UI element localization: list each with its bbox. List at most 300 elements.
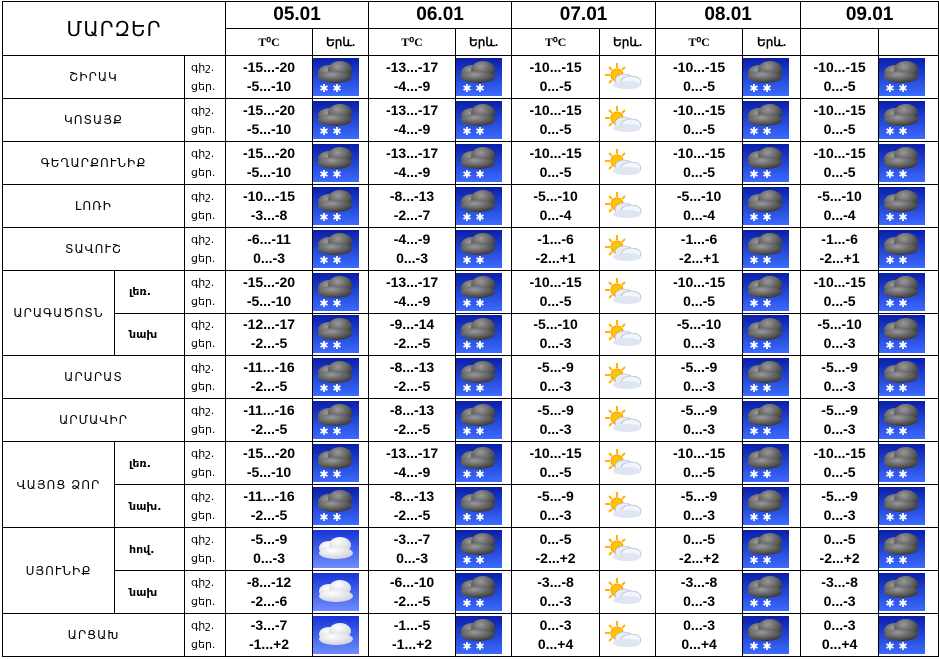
temperature-cell [226, 56, 313, 99]
snow-cloud-icon [456, 187, 511, 225]
snow-cloud-icon [879, 530, 938, 568]
weather-cell [879, 313, 939, 356]
temp-day-range: 0...-5 [823, 464, 856, 481]
temp-day-range: 0...-3 [823, 507, 856, 524]
svg-text:✱: ✱ [475, 167, 485, 181]
night-label: գիշ. [191, 60, 215, 74]
svg-text:✱: ✱ [332, 468, 342, 482]
temp-day-range: -5...-10 [246, 77, 292, 94]
temp-day-range: 0...-3 [823, 421, 856, 438]
temperature-cell [801, 227, 879, 270]
svg-text:✱: ✱ [319, 296, 329, 310]
snow-cloud-icon [456, 230, 511, 268]
temp-day-range: 0...-3 [539, 421, 572, 438]
subregion-label: հով. [115, 528, 185, 571]
partly-sunny-icon [600, 487, 655, 525]
night-label: գիշ. [191, 447, 215, 461]
temp-night-range: -8...-13 [389, 187, 435, 204]
temp-night-range: -15...-20 [242, 445, 296, 462]
svg-text:✱: ✱ [332, 425, 342, 439]
svg-text:✱: ✱ [749, 210, 759, 224]
weather-cell [879, 98, 939, 141]
cloudy-icon [313, 616, 368, 654]
temp-day-range: 0...-5 [683, 464, 716, 481]
svg-text:✱: ✱ [475, 339, 485, 353]
weather-cell [456, 571, 512, 614]
region-name: ԱՐՑԱԽ [3, 613, 185, 656]
region-row [3, 399, 939, 442]
temp-night-range: -9...-14 [389, 316, 435, 333]
weather-cell [600, 141, 656, 184]
svg-text:✱: ✱ [762, 339, 772, 353]
svg-text:✱: ✱ [332, 167, 342, 181]
snow-cloud-icon [313, 101, 368, 139]
temp-day-range: -2...-5 [393, 507, 431, 524]
temp-day-range: 0...-3 [823, 593, 856, 610]
temperature-cell [656, 56, 743, 99]
weather-subheader: Երև. [313, 29, 369, 56]
temp-day-range: 0...-5 [823, 163, 856, 180]
temp-day-range: -2...-5 [393, 593, 431, 610]
weather-cell [743, 399, 801, 442]
snow-cloud-icon [456, 573, 511, 611]
temperature-cell [226, 613, 313, 656]
svg-text:✱: ✱ [898, 296, 908, 310]
temp-day-range: -2...+1 [679, 249, 720, 266]
weather-cell [456, 442, 512, 485]
svg-text:✱: ✱ [332, 253, 342, 267]
weather-cell [456, 98, 512, 141]
temp-day-range: -5...-10 [246, 292, 292, 309]
weather-cell [313, 56, 369, 99]
temperature-cell [656, 141, 743, 184]
weather-cell [879, 270, 939, 313]
temp-day-range: -2...+2 [535, 550, 576, 567]
day-label: ցեր. [191, 423, 216, 437]
temperature-cell [226, 571, 313, 614]
snow-cloud-icon [743, 187, 800, 225]
svg-text:✱: ✱ [319, 167, 329, 181]
day-label: ցեր. [191, 79, 216, 93]
svg-text:✱: ✱ [462, 554, 472, 568]
date-header-row [3, 2, 939, 29]
weather-cell [313, 227, 369, 270]
weather-cell [743, 184, 801, 227]
subregion-label: նախ. [115, 485, 185, 528]
svg-text:✱: ✱ [762, 639, 772, 653]
temp-day-range: 0...-5 [539, 77, 572, 94]
temperature-cell [369, 98, 456, 141]
temp-night-range: -13...-17 [385, 144, 439, 161]
weather-cell [456, 399, 512, 442]
temperature-cell [801, 56, 879, 99]
svg-text:✱: ✱ [475, 425, 485, 439]
temp-day-range: 0...-3 [683, 421, 716, 438]
region-row [3, 184, 939, 227]
snow-cloud-icon [879, 573, 938, 611]
weather-cell [313, 356, 369, 399]
svg-text:✱: ✱ [475, 468, 485, 482]
temperature-cell [369, 613, 456, 656]
forecast-body [3, 56, 939, 657]
temp-night-range: -10...-15 [673, 58, 726, 75]
temp-night-range: -10...-15 [813, 101, 866, 118]
weather-cell [600, 528, 656, 571]
temp-night-range: -5...-9 [821, 488, 858, 505]
svg-text:✱: ✱ [319, 468, 329, 482]
temperature-cell [801, 571, 879, 614]
region-row [3, 98, 939, 141]
snow-cloud-icon [313, 401, 368, 439]
weather-cell [743, 313, 801, 356]
snow-cloud-icon [313, 230, 368, 268]
temperature-cell [369, 442, 456, 485]
weather-cell [456, 227, 512, 270]
snow-cloud-icon [879, 444, 938, 482]
snow-cloud-icon [456, 144, 511, 182]
temp-night-range: -10...-15 [673, 445, 726, 462]
temp-day-range: 0...-3 [253, 550, 285, 567]
region-row [3, 227, 939, 270]
svg-text:✱: ✱ [462, 597, 472, 611]
weather-cell [879, 485, 939, 528]
weather-subheader-empty [879, 29, 939, 56]
svg-text:✱: ✱ [898, 425, 908, 439]
snow-cloud-icon [456, 101, 511, 139]
region-row [3, 571, 939, 614]
weather-cell [313, 399, 369, 442]
weather-cell [743, 485, 801, 528]
temp-night-range: -3...-7 [250, 616, 288, 633]
temp-day-range: -2...+2 [679, 550, 720, 567]
temperature-cell [512, 399, 600, 442]
region-row [3, 356, 939, 399]
temp-night-range: -11...-16 [243, 402, 295, 419]
date-header: 06.01 [369, 2, 512, 29]
region-name: ԱՐԱՐԱՏ [3, 356, 185, 399]
temp-day-range: -1...+2 [392, 635, 433, 652]
svg-text:✱: ✱ [475, 382, 485, 396]
snow-cloud-icon [456, 315, 511, 353]
temp-day-range: -2...-5 [250, 378, 288, 395]
weather-cell [313, 571, 369, 614]
temp-day-range: 0...-5 [683, 292, 716, 309]
temperature-cell [369, 141, 456, 184]
day-label: ցեր. [191, 337, 216, 351]
region-row [3, 56, 939, 99]
temperature-cell [656, 313, 743, 356]
temp-day-range: 0...-3 [539, 593, 572, 610]
weather-cell [600, 184, 656, 227]
temp-day-range: -4...-9 [393, 163, 431, 180]
temperature-cell [226, 184, 313, 227]
temperature-cell [226, 356, 313, 399]
weather-cell [600, 571, 656, 614]
partly-sunny-icon [600, 187, 655, 225]
svg-text:✱: ✱ [462, 253, 472, 267]
temp-night-range: -10...-15 [813, 58, 866, 75]
svg-text:✱: ✱ [332, 81, 342, 95]
temp-night-range: -13...-17 [385, 445, 439, 462]
svg-text:✱: ✱ [462, 81, 472, 95]
svg-text:✱: ✱ [332, 511, 342, 525]
temp-day-range: -2...+2 [819, 550, 860, 567]
temperature-cell [801, 485, 879, 528]
temp-day-range: -2...-6 [250, 593, 288, 610]
weather-cell [313, 98, 369, 141]
weather-cell [313, 442, 369, 485]
temperature-cell [369, 528, 456, 571]
weather-cell [600, 356, 656, 399]
date-header: 08.01 [656, 2, 801, 29]
region-row [3, 270, 939, 313]
temp-night-range: -5...-10 [676, 316, 722, 333]
temp-day-range: -4...-9 [393, 120, 431, 137]
region-name: ԿՈՏԱՅՔ [3, 98, 185, 141]
partly-sunny-icon [600, 230, 655, 268]
region-column-header: ՄԱՐԶԵՐ [3, 2, 226, 56]
partly-sunny-icon [600, 315, 655, 353]
snow-cloud-icon [313, 315, 368, 353]
night-label: գիշ. [191, 232, 215, 246]
svg-text:✱: ✱ [319, 339, 329, 353]
weather-cell [600, 313, 656, 356]
weather-cell [456, 528, 512, 571]
svg-text:✱: ✱ [898, 597, 908, 611]
date-header: 09.01 [801, 2, 939, 29]
weather-cell [879, 613, 939, 656]
region-row [3, 313, 939, 356]
partly-sunny-icon [600, 58, 655, 96]
partly-sunny-icon [600, 530, 655, 568]
snow-cloud-icon [743, 444, 800, 482]
svg-text:✱: ✱ [762, 425, 772, 439]
temperature-cell [512, 227, 600, 270]
temp-night-range: -5...-10 [533, 187, 578, 204]
partly-sunny-icon [600, 401, 655, 439]
snow-cloud-icon [879, 401, 938, 439]
temperature-cell [801, 270, 879, 313]
svg-text:✱: ✱ [749, 339, 759, 353]
snow-cloud-icon [743, 530, 800, 568]
day-label: ցեր. [191, 509, 216, 523]
snow-cloud-icon [743, 101, 800, 139]
weather-cell [743, 442, 801, 485]
temp-night-range: -15...-20 [242, 101, 296, 118]
snow-cloud-icon [313, 358, 368, 396]
svg-text:✱: ✱ [462, 339, 472, 353]
temp-night-range: -1...-5 [393, 616, 431, 633]
temp-night-range: -5...-9 [537, 402, 574, 419]
temp-night-range: -3...-8 [537, 574, 574, 591]
partly-sunny-icon [600, 573, 655, 611]
temperature-cell [656, 270, 743, 313]
temp-night-range: 0...-3 [823, 616, 856, 633]
day-night-labels [185, 613, 226, 656]
temp-night-range: -13...-17 [385, 58, 439, 75]
temperature-cell [369, 313, 456, 356]
snow-cloud-icon [879, 58, 938, 96]
weather-cell [456, 184, 512, 227]
snow-cloud-icon [456, 444, 511, 482]
svg-text:✱: ✱ [462, 210, 472, 224]
temp-night-range: -10...-15 [529, 58, 582, 75]
weather-cell [456, 313, 512, 356]
day-label: ցեր. [191, 165, 216, 179]
svg-text:✱: ✱ [885, 81, 895, 95]
weather-cell [743, 270, 801, 313]
temperature-cell [369, 571, 456, 614]
svg-text:✱: ✱ [462, 296, 472, 310]
svg-text:✱: ✱ [462, 167, 472, 181]
day-night-labels [185, 313, 226, 356]
temp-day-range: -2...-5 [250, 335, 288, 352]
temp-day-range: 0...-4 [823, 206, 856, 223]
snow-cloud-icon [879, 273, 938, 311]
weather-cell [879, 141, 939, 184]
weather-cell [879, 56, 939, 99]
svg-text:✱: ✱ [749, 382, 759, 396]
temp-day-range: 0...+4 [681, 635, 717, 652]
temp-night-range: -5...-9 [250, 531, 288, 548]
region-row [3, 141, 939, 184]
svg-text:✱: ✱ [885, 339, 895, 353]
temperature-cell [656, 399, 743, 442]
day-night-labels [185, 227, 226, 270]
svg-text:✱: ✱ [475, 81, 485, 95]
temperature-cell [369, 227, 456, 270]
weather-cell [600, 399, 656, 442]
temperature-cell [801, 528, 879, 571]
partly-sunny-icon [600, 358, 655, 396]
cloudy-icon [313, 530, 368, 568]
temp-night-range: -10...-15 [673, 101, 726, 118]
region-row [3, 613, 939, 656]
temperature-cell [226, 485, 313, 528]
svg-text:✱: ✱ [749, 425, 759, 439]
night-label: գիշ. [191, 618, 215, 632]
svg-text:✱: ✱ [898, 468, 908, 482]
region-name: ԳԵՂԱՐՔՈՒՆԻՔ [3, 141, 185, 184]
temperature-cell [512, 356, 600, 399]
snow-cloud-icon [879, 144, 938, 182]
svg-text:✱: ✱ [319, 382, 329, 396]
temp-day-range: 0...-5 [823, 292, 856, 309]
temperature-cell [512, 56, 600, 99]
temp-day-range: 0...+4 [537, 635, 574, 652]
svg-text:✱: ✱ [898, 511, 908, 525]
weather-cell [743, 571, 801, 614]
svg-text:✱: ✱ [319, 425, 329, 439]
day-label: ցեր. [191, 466, 216, 480]
svg-text:✱: ✱ [749, 511, 759, 525]
svg-text:✱: ✱ [749, 296, 759, 310]
svg-text:✱: ✱ [749, 639, 759, 653]
partly-sunny-icon [600, 616, 655, 654]
temp-night-range: -1...-6 [537, 230, 574, 247]
weather-cell [600, 227, 656, 270]
temperature-cell [656, 528, 743, 571]
weather-cell [313, 528, 369, 571]
day-night-labels [185, 98, 226, 141]
temp-night-range: -10...-15 [529, 101, 582, 118]
temp-night-range: 0...-5 [539, 531, 572, 548]
temperature-cell [656, 227, 743, 270]
svg-text:✱: ✱ [462, 124, 472, 138]
svg-text:✱: ✱ [885, 554, 895, 568]
snow-cloud-icon [743, 230, 800, 268]
weather-cell [879, 356, 939, 399]
weather-cell [600, 98, 656, 141]
day-label: ցեր. [191, 251, 216, 265]
temp-night-range: -8...-13 [389, 402, 435, 419]
day-label: ցեր. [191, 637, 216, 651]
weather-cell [313, 184, 369, 227]
temp-day-range: 0...-5 [539, 163, 572, 180]
temperature-subheader: T⁰C [226, 29, 313, 56]
weather-subheader: Երև. [743, 29, 801, 56]
temperature-cell [512, 485, 600, 528]
temp-day-range: 0...-5 [539, 464, 572, 481]
temperature-cell [512, 313, 600, 356]
svg-text:✱: ✱ [898, 167, 908, 181]
temperature-cell [512, 184, 600, 227]
weather-cell [879, 227, 939, 270]
svg-text:✱: ✱ [885, 253, 895, 267]
svg-text:✱: ✱ [749, 81, 759, 95]
svg-text:✱: ✱ [898, 639, 908, 653]
weather-cell [313, 270, 369, 313]
snow-cloud-icon [456, 358, 511, 396]
night-label: գիշ. [191, 275, 215, 289]
svg-text:✱: ✱ [749, 597, 759, 611]
svg-text:✱: ✱ [885, 468, 895, 482]
snow-cloud-icon [743, 315, 800, 353]
temperature-cell [656, 184, 743, 227]
day-night-labels [185, 270, 226, 313]
snow-cloud-icon [313, 444, 368, 482]
night-label: գիշ. [191, 189, 215, 203]
weather-cell [600, 442, 656, 485]
temperature-cell [656, 485, 743, 528]
svg-text:✱: ✱ [475, 511, 485, 525]
temp-day-range: 0...-4 [539, 206, 572, 223]
subregion-label: լեռ. [115, 442, 185, 485]
temp-day-range: -4...-9 [393, 77, 431, 94]
snow-cloud-icon [743, 573, 800, 611]
temp-day-range: 0...-3 [396, 249, 428, 266]
temperature-cell [656, 613, 743, 656]
snow-cloud-icon [456, 616, 511, 654]
svg-text:✱: ✱ [762, 167, 772, 181]
temp-day-range: 0...-3 [823, 335, 856, 352]
temp-day-range: -2...-5 [250, 507, 288, 524]
temp-day-range: 0...-5 [823, 120, 856, 137]
temp-night-range: -10...-15 [813, 273, 866, 290]
temp-night-range: -8...-13 [389, 488, 435, 505]
temp-day-range: -2...-5 [393, 378, 431, 395]
svg-text:✱: ✱ [462, 639, 472, 653]
svg-text:✱: ✱ [749, 554, 759, 568]
temperature-cell [801, 613, 879, 656]
temp-day-range: -1...+2 [248, 635, 290, 652]
svg-text:✱: ✱ [898, 210, 908, 224]
temp-night-range: -10...-15 [242, 187, 296, 204]
temp-night-range: -10...-15 [529, 144, 582, 161]
snow-cloud-icon [879, 101, 938, 139]
night-label: գիշ. [191, 361, 215, 375]
svg-text:✱: ✱ [898, 382, 908, 396]
